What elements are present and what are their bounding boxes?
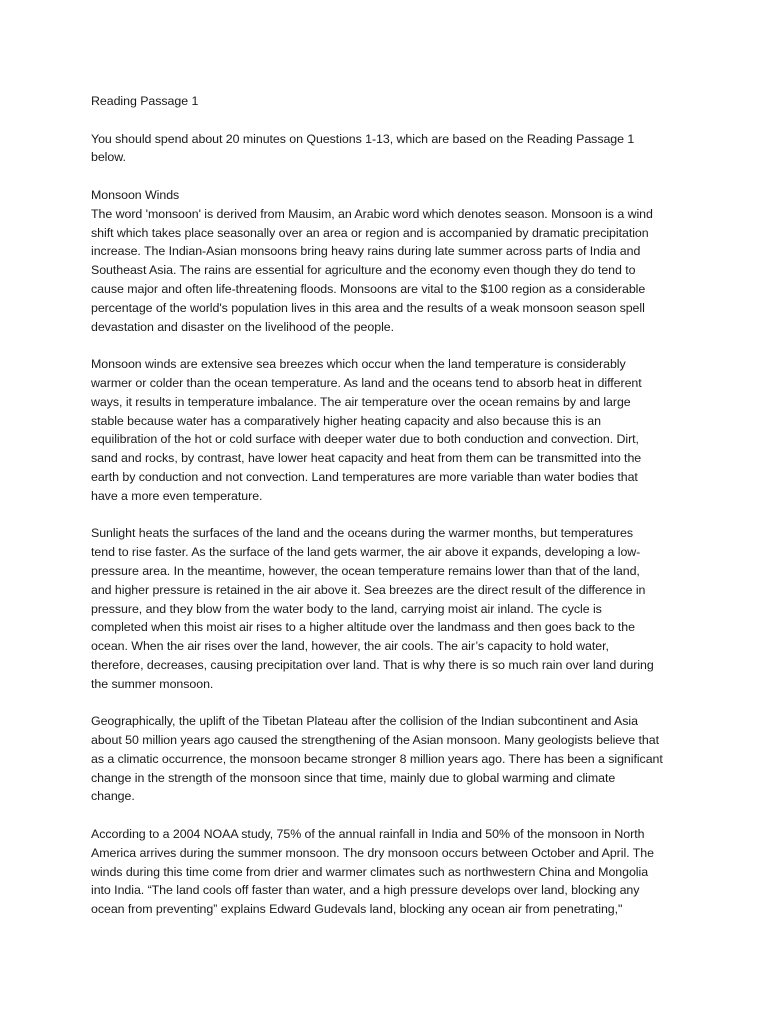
text-line: Monsoon winds are extensive sea breezes which occur when the land temperature is considerably: [91, 357, 626, 372]
text-line: You should spend about 20 minutes on Questions 1-13, which are based on the Reading Passage 1: [91, 131, 635, 146]
text-line: ways, it results in temperature imbalance. The air temperature over the ocean remains by and large: [91, 394, 631, 409]
text-line: winds during this time come from drier and warmer climates such as northwestern China and Mongolia: [91, 864, 649, 879]
paragraph-4: [91, 712, 688, 806]
text-line: warmer or colder than the ocean temperature. As land and the oceans tend to absorb heat in different: [91, 375, 642, 390]
text-line: The word 'monsoon' is derived from Mausim, an Arabic word which denotes season. Monsoon is a wind: [91, 206, 653, 221]
text-line: ocean. When the air rises over the land, however, the air cools. The air’s capacity to hold water,: [91, 639, 609, 654]
text-line: about 50 million years ago caused the strengthening of the Asian monsoon. Many geologists believe that: [91, 733, 659, 748]
paragraph-2: [91, 355, 688, 505]
text-line: shift which takes place seasonally over an area or region and is accompanied by dramatic precipitation: [91, 225, 649, 240]
text-line: tend to rise faster. As the surface of the land gets warmer, the air above it expands, developing a low-: [91, 545, 641, 560]
text-line: change.: [91, 789, 135, 804]
text-line: America arrives during the summer monsoon. The dry monsoon occurs between October and April. The: [91, 845, 654, 860]
text-line: have a more even temperature.: [91, 488, 263, 503]
text-line: the summer monsoon.: [91, 676, 214, 691]
text-line: Geographically, the uplift of the Tibetan Plateau after the collision of the Indian subcontinent and Asia: [91, 714, 638, 729]
instructions: [91, 130, 688, 168]
text-line: percentage of the world's population lives in this area and the results of a weak monsoon season spell: [91, 300, 645, 315]
paragraph-5: [91, 825, 688, 919]
paragraph-3: [91, 524, 688, 693]
text-line: pressure, and they blow from the water body to the land, carrying moist air inland. The cycle is: [91, 601, 602, 616]
text-line: below.: [91, 150, 126, 165]
text-line: earth by conduction and not convection. Land temperatures are more variable than water bodies that: [91, 469, 638, 484]
text-line: stable because water has a comparatively higher heating capacity and also because this is an: [91, 413, 601, 428]
text-line: as a climatic occurrence, the monsoon became stronger 8 million years ago. There has been a significant: [91, 751, 663, 766]
paragraph-1: [91, 205, 688, 337]
text-line: Sunlight heats the surfaces of the land and the oceans during the warmer months, but temperatures: [91, 526, 634, 541]
text-line: and higher pressure is retained in the air above it. Sea breezes are the direct result of the difference in: [91, 582, 646, 597]
passage-title: Reading Passage 1: [91, 94, 199, 108]
text-line: change in the strength of the monsoon since that time, mainly due to global warming and climate: [91, 770, 616, 785]
text-line: completed when this moist air rises to a higher altitude over the landmass and then goes back to the: [91, 620, 635, 635]
text-line: pressure area. In the meantime, however, the ocean temperature remains lower than that of the land,: [91, 563, 640, 578]
text-line: cause major and often life-threatening floods. Monsoons are vital to the $100 region as a considerable: [91, 281, 646, 296]
text-line: therefore, decreases, causing precipitation over land. That is why there is so much rain over land during: [91, 657, 654, 672]
text-line: Southeast Asia. The rains are essential for agriculture and the economy even though they do tend to: [91, 263, 636, 278]
section-heading: Monsoon Winds: [91, 187, 180, 202]
text-line: into India. “The land cools off faster than water, and a high pressure develops over land, blocking any: [91, 883, 640, 898]
text-line: ocean from preventing” explains Edward Gudevals land, blocking any ocean air from penetrating,": [91, 902, 623, 917]
text-line: increase. The Indian-Asian monsoons bring heavy rains during late summer across parts of India and: [91, 244, 641, 259]
text-line: According to a 2004 NOAA study, 75% of the annual rainfall in India and 50% of the monsoon in North: [91, 827, 645, 842]
text-line: sand and rocks, by contrast, have lower heat capacity and heat from them can be transmitted into the: [91, 451, 642, 466]
text-line: equilibration of the hot or cold surface with deeper water due to both conduction and convection. Dirt,: [91, 432, 639, 447]
text-line: devastation and disaster on the livelihood of the people.: [91, 319, 395, 334]
